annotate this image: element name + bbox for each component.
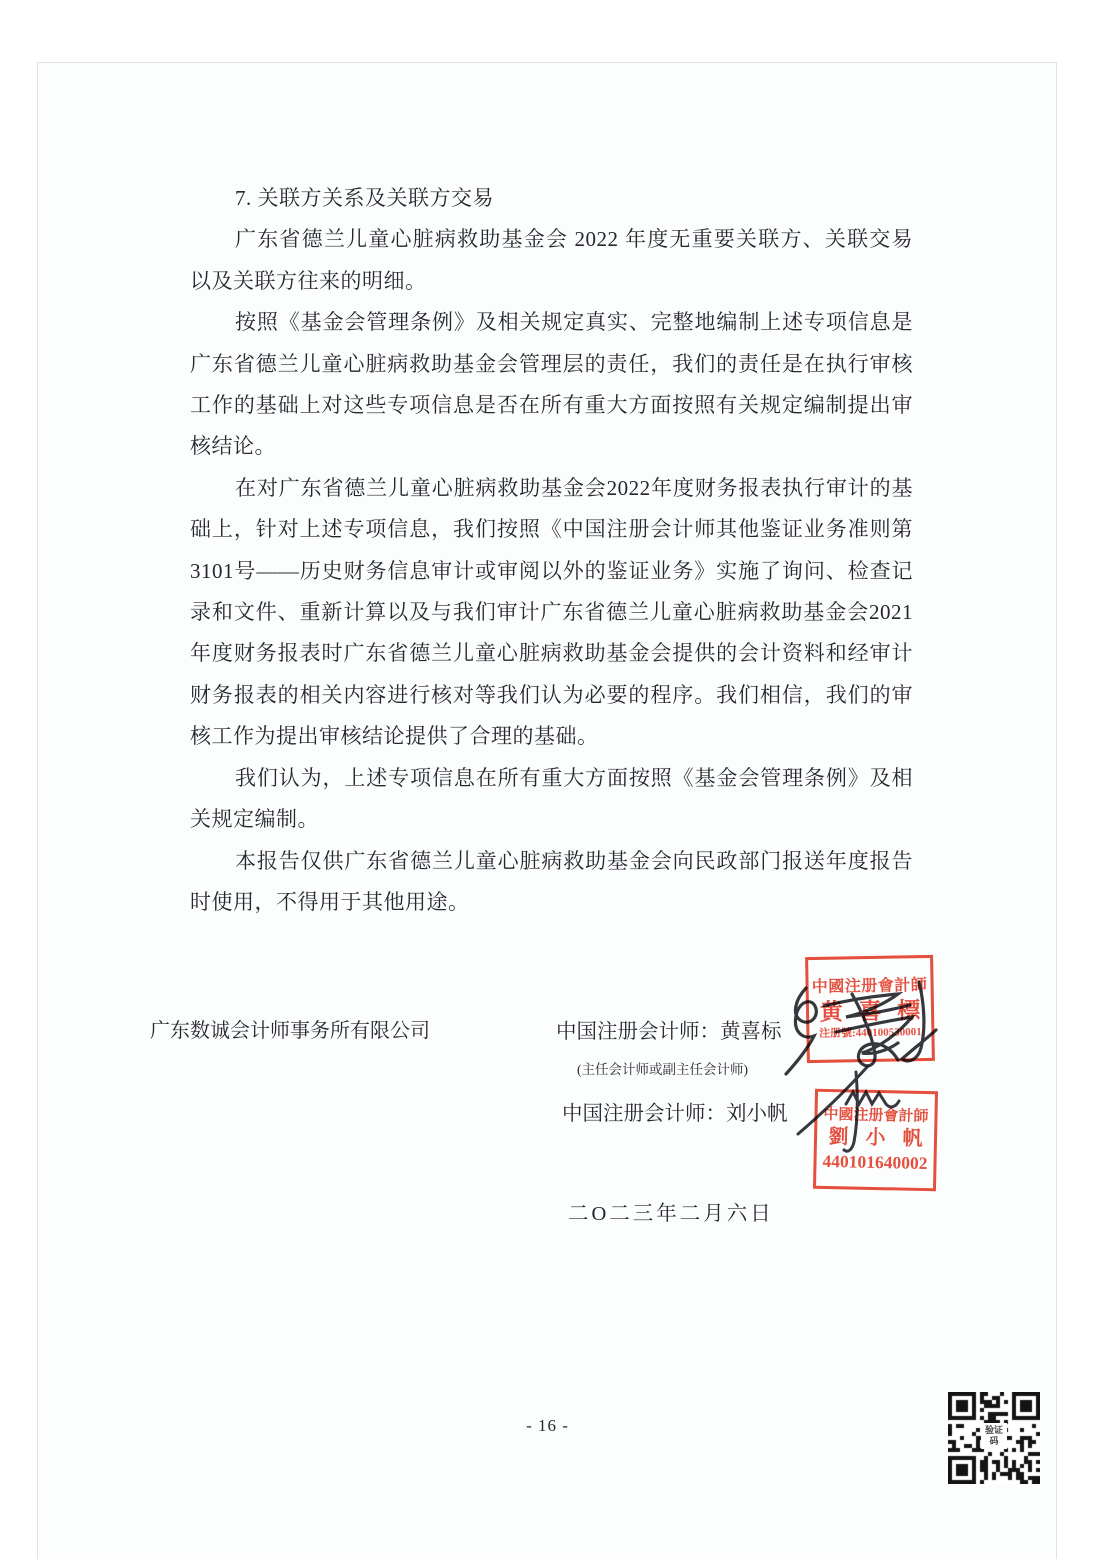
qr-center-label xyxy=(981,1423,1007,1449)
stamp-registration-number: 注册號:440100530001 xyxy=(818,1026,922,1040)
report-date: 二O二三年二月六日 xyxy=(568,1203,774,1225)
report-paragraph: 在对广东省德兰儿童心脏病救助基金会2022年度财务报表执行审计的基础上，针对上述专项信息，我们按照《中国注册会计师其他鉴证业务准则第3101号——历史财务信息审计或审阅以外的鉴证业务》实施了询问、检查记录和文件、重新计算以及与我们审计广东省德兰儿童心脏病救助基金会2021年度财务报表时广东省德兰儿童心脏病救助基金会提供的会计资料和经审计财务报表的相关内容进行核对等我们认为必要的程序。我们相信，我们的审核工作为提出审核结论提供了合理的基础。 xyxy=(190,475,913,749)
cpa-signature-line-huang: 中国注册会计师：黄喜标 xyxy=(556,1021,782,1043)
report-paragraph: 我们认为，上述专项信息在所有重大方面按照《基金会管理条例》及相关规定编制。 xyxy=(190,765,913,832)
stamp-name: 黄 喜 標 xyxy=(819,997,926,1025)
stamp-registration-number: 440101640002 xyxy=(822,1150,928,1174)
cpa-role-note: (主任会计师或副主任会计师) xyxy=(577,1062,748,1077)
cpa-stamp-huang xyxy=(805,955,935,1063)
cpa-stamp-liu xyxy=(813,1089,938,1192)
audit-firm-name: 广东数诚会计师事务所有限公司 xyxy=(150,1020,430,1042)
qr-label-text: 验证 xyxy=(984,1425,1003,1435)
stamp-title: 中國注册會計師 xyxy=(823,1106,929,1125)
qr-label-text: 码 xyxy=(989,1436,999,1446)
cpa-signature-line-liu: 中国注册会计师：刘小帆 xyxy=(562,1103,788,1125)
report-paragraph: 按照《基金会管理条例》及相关规定真实、完整地编制上述专项信息是广东省德兰儿童心脏病救助基金会管理层的责任，我们的责任是在执行审核工作的基础上对这些专项信息是否在所有重大方面按照有关规定编制提出审核结论。 xyxy=(190,310,913,459)
report-paragraph: 广东省德兰儿童心脏病救助基金会 2022 年度无重要关联方、关联交易以及关联方往来的明细。 xyxy=(190,227,913,293)
stamp-title: 中國注册會計師 xyxy=(811,977,928,997)
report-body xyxy=(190,178,913,923)
report-paragraph: 本报告仅供广东省德兰儿童心脏病救助基金会向民政部门报送年度报告时使用，不得用于其他用途。 xyxy=(190,848,913,914)
page-number: - 16 - xyxy=(526,1416,569,1435)
stamp-name: 劉 小 帆 xyxy=(828,1126,929,1151)
section-heading: 7. 关联方关系及关联方交易 xyxy=(235,186,494,210)
